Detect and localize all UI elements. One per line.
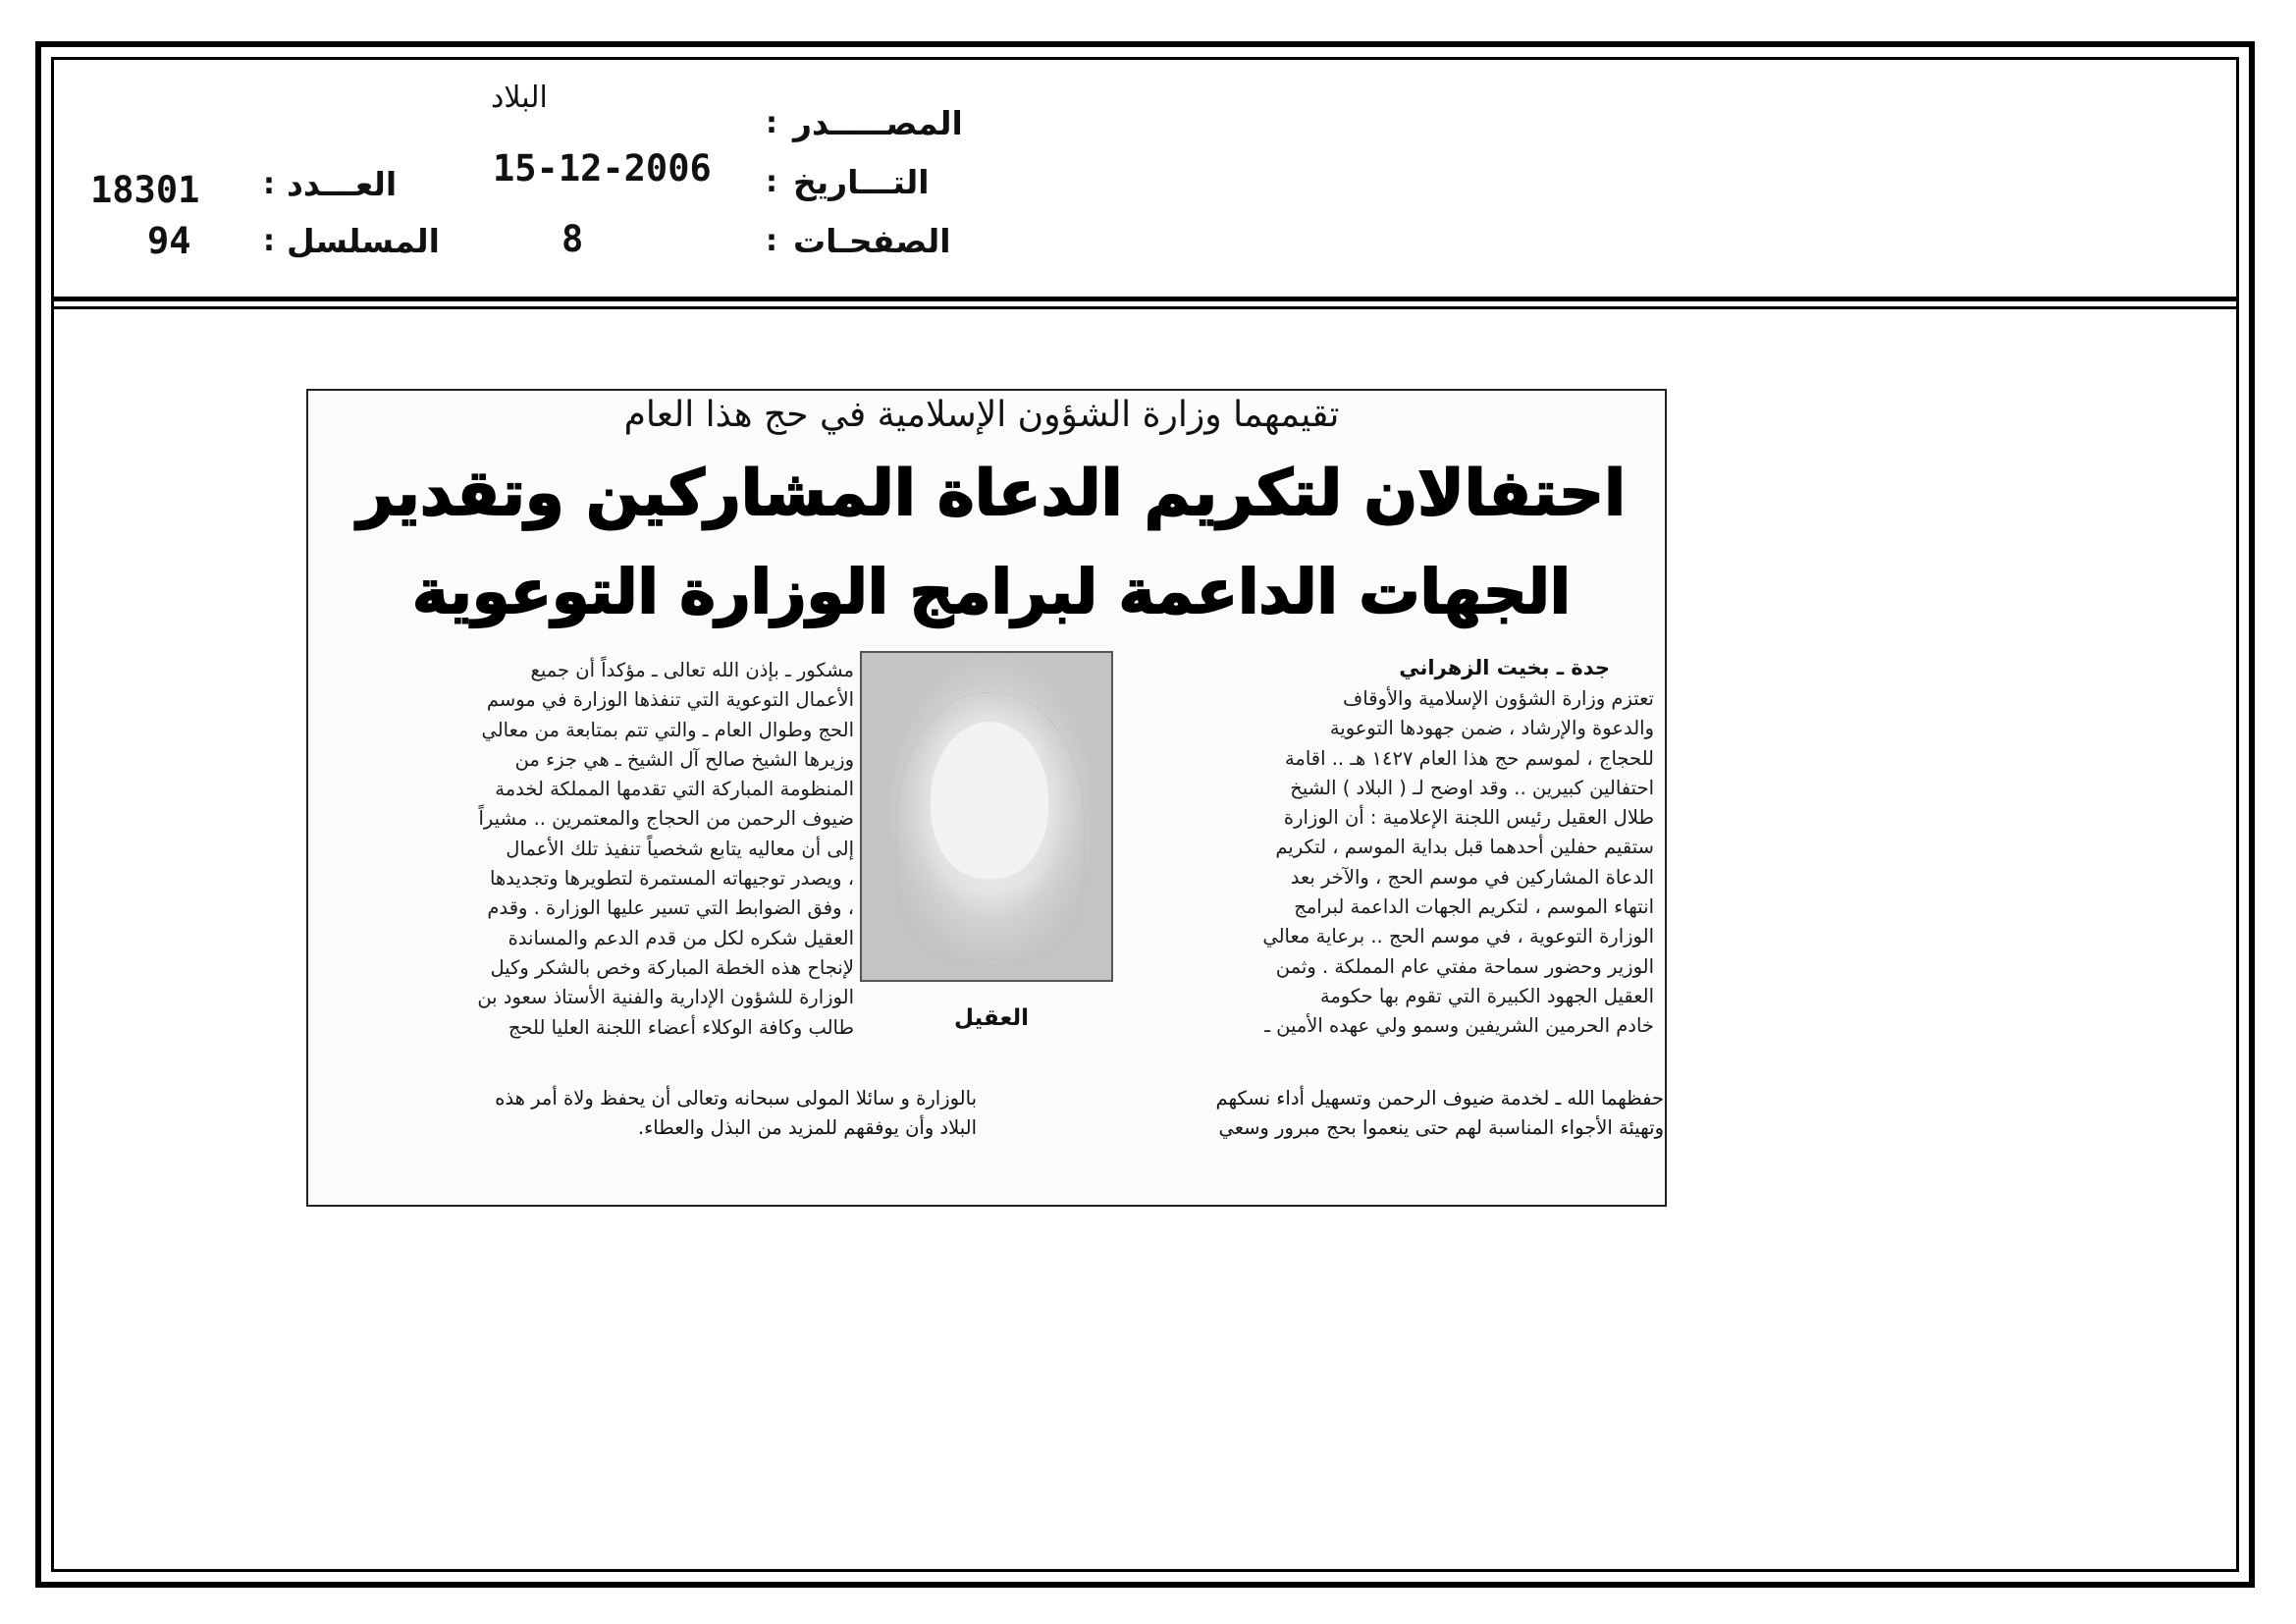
paragraph-line: لإنجاح هذه الخطة المباركة وخص بالشكر وكيل (490, 955, 854, 979)
article-kicker: تقيمهما وزارة الشؤون الإسلامية في حج هذا العام (623, 395, 1340, 435)
paragraph-line: المنظومة المباركة التي تقدمها المملكة لخدمة (495, 778, 854, 801)
paragraph-line: ، وفق الضوابط التي تسير عليها الوزارة . وقدم (487, 896, 854, 920)
article-byline: جدة ـ بخيت الزهراني (1399, 656, 1610, 679)
paragraph-line: انتهاء الموسم ، لتكريم الجهات الداعمة لبرامج (1294, 895, 1654, 919)
pages-label: الصفحـات (793, 222, 951, 260)
paragraph-line: طلال العقيل رئيس اللجنة الإعلامية : أن الوزارة (1283, 806, 1654, 830)
date-colon: : (766, 165, 777, 199)
issue-label: العـــدد (287, 165, 398, 203)
paragraph-line: وزيرها الشيخ صالح آل الشيخ ـ هي جزء من (514, 747, 854, 771)
paragraph-line: الحج وطوال العام ـ والتي تتم بمتابعة من معالي (481, 718, 854, 741)
pages-value: 8 (561, 218, 584, 260)
serial-value: 94 (147, 220, 191, 262)
issue-value: 18301 (90, 169, 200, 211)
serial-label: المسلسل (287, 222, 440, 260)
pages-colon: : (766, 224, 777, 258)
article-headline-line1: احتفالان لتكريم الدعاة المشاركين وتقدير (356, 458, 1627, 530)
paragraph-line: ، ويصدر توجيهاته المستمرة لتطويرها وتجديدها (490, 867, 854, 891)
paragraph-line: حفظهما الله ـ لخدمة ضيوف الرحمن وتسهيل أداء نسكهم (1215, 1087, 1664, 1110)
paragraph-line: وتهيئة الأجواء المناسبة لهم حتى ينعموا بحج مبرور وسعي (1218, 1116, 1664, 1139)
paragraph-line: والدعوة والإرشاد ، ضمن جهودها التوعوية (1329, 717, 1654, 740)
paragraph-line: إلى أن معاليه يتابع شخصياً تنفيذ تلك الأعمال (506, 837, 854, 860)
issue-colon: : (263, 167, 275, 201)
paragraph-line: طالب وكافة الوكلاء أعضاء اللجنة العليا للحج (507, 1015, 854, 1039)
paragraph-line: للحجاج ، لموسم حج هذا العام ١٤٢٧ هـ .. اقامة (1284, 746, 1654, 770)
article-headline-line2: الجهات الداعمة لبرامج الوزارة التوعوية (411, 556, 1572, 627)
date-label: التـــاريخ (793, 163, 930, 201)
paragraph-line: الوزارة التوعوية ، في موسم الحج .. برعاية معالي (1262, 925, 1654, 948)
paragraph-line: الدعاة المشاركين في موسم الحج ، والآخر بعد (1290, 865, 1654, 889)
paragraph-line: العقيل الجهود الكبيرة التي تقوم بها حكومة (1319, 984, 1654, 1007)
portrait-photo (860, 651, 1113, 982)
paragraph-line: البلاد وأن يوفقهم للمزيد من البذل والعطاء. (637, 1116, 977, 1139)
paragraph-line: العقيل شكره لكل من قدم الدعم والمساندة (507, 926, 854, 949)
source-label: المصـــــدر (793, 104, 963, 142)
source-colon: : (766, 106, 777, 140)
paragraph-line: الوزارة للشؤون الإدارية والفنية الأستاذ سعود بن (477, 986, 854, 1009)
paragraph-line: الأعمال التوعوية التي تنفذها الوزارة في موسم (486, 688, 854, 712)
paragraph-line: خادم الحرمين الشريفين وسمو ولي عهده الأمين ـ (1264, 1014, 1654, 1038)
paragraph-line: مشكور ـ بإذن الله تعالى ـ مؤكداً أن جميع (530, 659, 854, 681)
paragraph-line: بالوزارة و سائلا المولى سبحانه وتعالى أن يحفظ ولاة أمر هذه (495, 1087, 977, 1110)
photo-face (931, 722, 1048, 879)
article-right-column (1134, 684, 1654, 1042)
header-divider (51, 297, 2239, 309)
paragraph-line: احتفالين كبيرين .. وقد اوضح لـ ( البلاد ) الشيخ (1290, 776, 1654, 799)
paragraph-line: ستقيم حفلين أحدهما قبل بداية الموسم ، لتكريم (1275, 836, 1654, 859)
article-left-column (324, 656, 854, 1043)
date-value: 15-12-2006 (493, 147, 712, 189)
paragraph-line: تعتزم وزارة الشؤون الإسلامية والأوقاف (1343, 687, 1654, 710)
paragraph-line: الوزير وحضور سماحة مفتي عام المملكة . وثمن (1275, 954, 1654, 978)
photo-caption: العقيل (954, 1005, 1029, 1031)
serial-colon: : (263, 224, 275, 258)
source-value: البلاد (491, 81, 548, 115)
paragraph-line: ضيوف الرحمن من الحجاج والمعتمرين .. مشيراً (478, 807, 854, 831)
